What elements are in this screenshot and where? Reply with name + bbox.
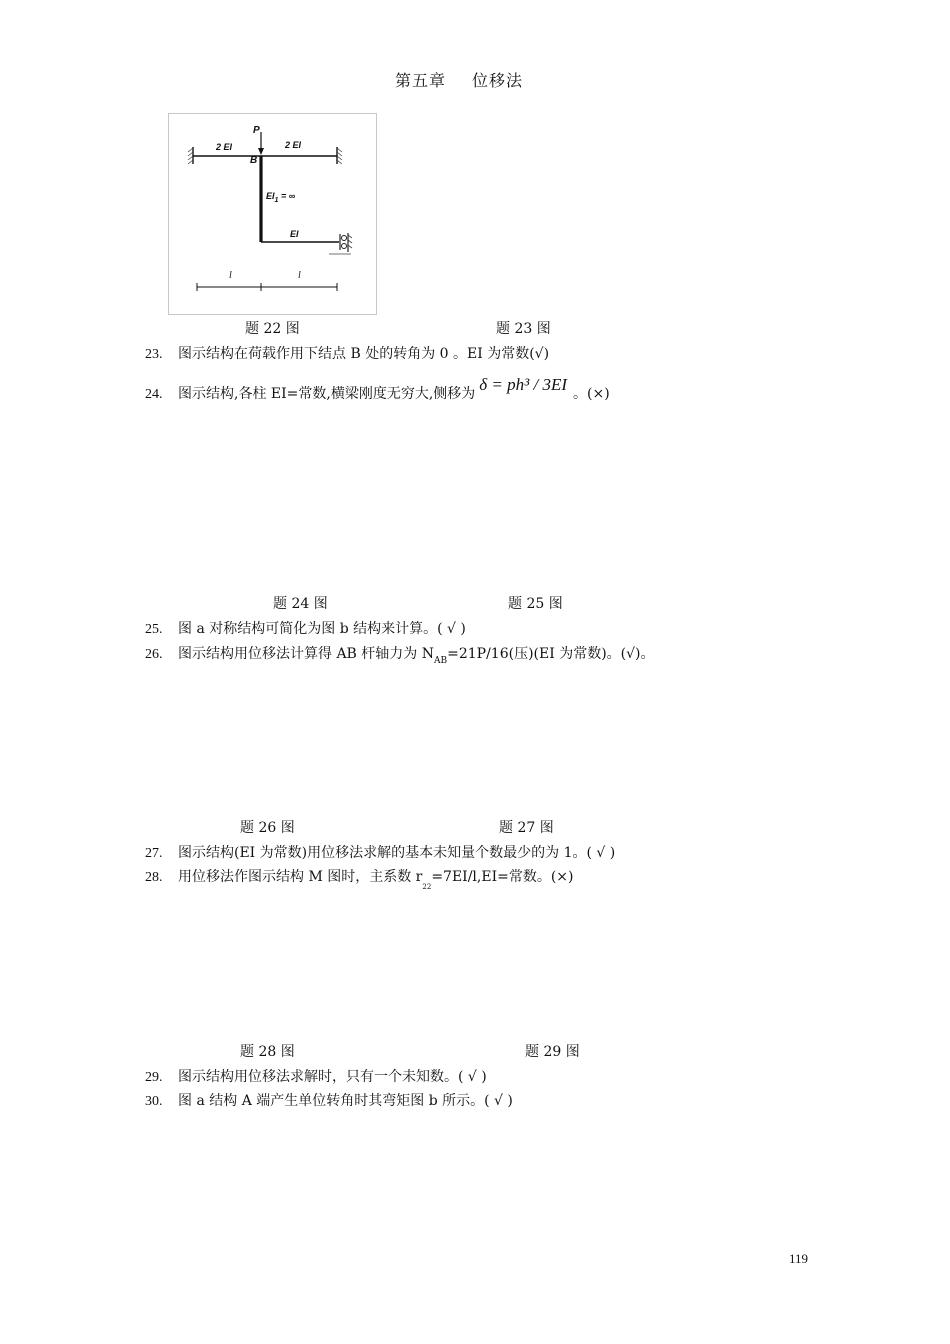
question-26-subscript: AB xyxy=(434,656,448,666)
beam-right-label: 2 EI xyxy=(285,140,302,150)
caption-26: 题 26 图 xyxy=(240,820,295,836)
caption-25: 题 25 图 xyxy=(508,596,563,612)
question-28 xyxy=(145,866,573,891)
beam-left-label: 2 EI xyxy=(216,142,233,152)
question-25-text: 图 a 对称结构可简化为图 b 结构来计算。( √ ) xyxy=(178,621,466,637)
dim-right-label: l xyxy=(298,270,301,281)
question-29 xyxy=(145,1066,487,1086)
question-26-number: 26. xyxy=(145,647,163,662)
caption-27: 题 27 图 xyxy=(499,820,554,836)
question-27-text: 图示结构(EI 为常数)用位移法求解的基本未知量个数最少的为 1。( √ ) xyxy=(178,845,616,861)
question-25 xyxy=(145,618,466,638)
column-ei: EI xyxy=(266,191,275,201)
page-number: 119 xyxy=(789,1251,809,1266)
figure-22-diagram xyxy=(169,114,376,314)
caption-22: 题 22 图 xyxy=(245,321,300,337)
question-23 xyxy=(145,343,549,363)
question-24-number: 24. xyxy=(145,387,163,402)
question-27 xyxy=(145,842,615,862)
question-24-formula: δ = ph³ / 3EI xyxy=(479,375,568,394)
question-30-number: 30. xyxy=(145,1094,163,1109)
question-29-number: 29. xyxy=(145,1070,163,1085)
question-23-number: 23. xyxy=(145,347,163,362)
question-30-text: 图 a 结构 A 端产生单位转角时其弯矩图 b 所示。( √ ) xyxy=(178,1093,513,1109)
question-26 xyxy=(145,643,655,666)
dim-left-label: l xyxy=(229,270,232,281)
column-label xyxy=(266,191,295,204)
load-label: P xyxy=(253,125,260,136)
lower-beam-label: EI xyxy=(290,229,299,239)
question-28-subscript: 22 xyxy=(422,883,432,891)
question-23-text: 图示结构在荷载作用下结点 B 处的转角为 0 。EI 为常数(√) xyxy=(178,346,550,362)
question-28-text-end: =7EI/l,EI=常数。(×) xyxy=(431,869,574,885)
column-infinite: = ∞ xyxy=(280,191,296,201)
figure-22 xyxy=(168,113,377,315)
caption-23: 题 23 图 xyxy=(496,321,551,337)
question-28-number: 28. xyxy=(145,870,163,885)
question-24-mark: 。(×) xyxy=(573,386,610,402)
question-29-text: 图示结构用位移法求解时，只有一个未知数。( √ ) xyxy=(178,1069,487,1085)
page-title xyxy=(0,68,918,91)
chapter-topic: 位移法 xyxy=(472,71,524,90)
question-27-number: 27. xyxy=(145,846,163,861)
caption-28: 题 28 图 xyxy=(240,1044,295,1060)
caption-24: 题 24 图 xyxy=(273,596,328,612)
chapter-label: 第五章 xyxy=(394,71,446,90)
question-25-number: 25. xyxy=(145,622,163,637)
question-28-text: 用位移法作图示结构 M 图时，主系数 r xyxy=(178,869,423,885)
question-24-text: 图示结构,各柱 EI=常数,横梁刚度无穷大,侧移为 xyxy=(178,386,476,402)
question-26-text: 图示结构用位移法计算得 AB 杆轴力为 N xyxy=(178,646,434,662)
node-label: B xyxy=(250,155,258,166)
question-24 xyxy=(145,375,610,403)
column-sub: 1 xyxy=(274,196,279,204)
question-30 xyxy=(145,1090,513,1110)
question-26-text-end: =21P/16(压)(EI 为常数)。(√)。 xyxy=(447,646,655,662)
caption-29: 题 29 图 xyxy=(525,1044,580,1060)
